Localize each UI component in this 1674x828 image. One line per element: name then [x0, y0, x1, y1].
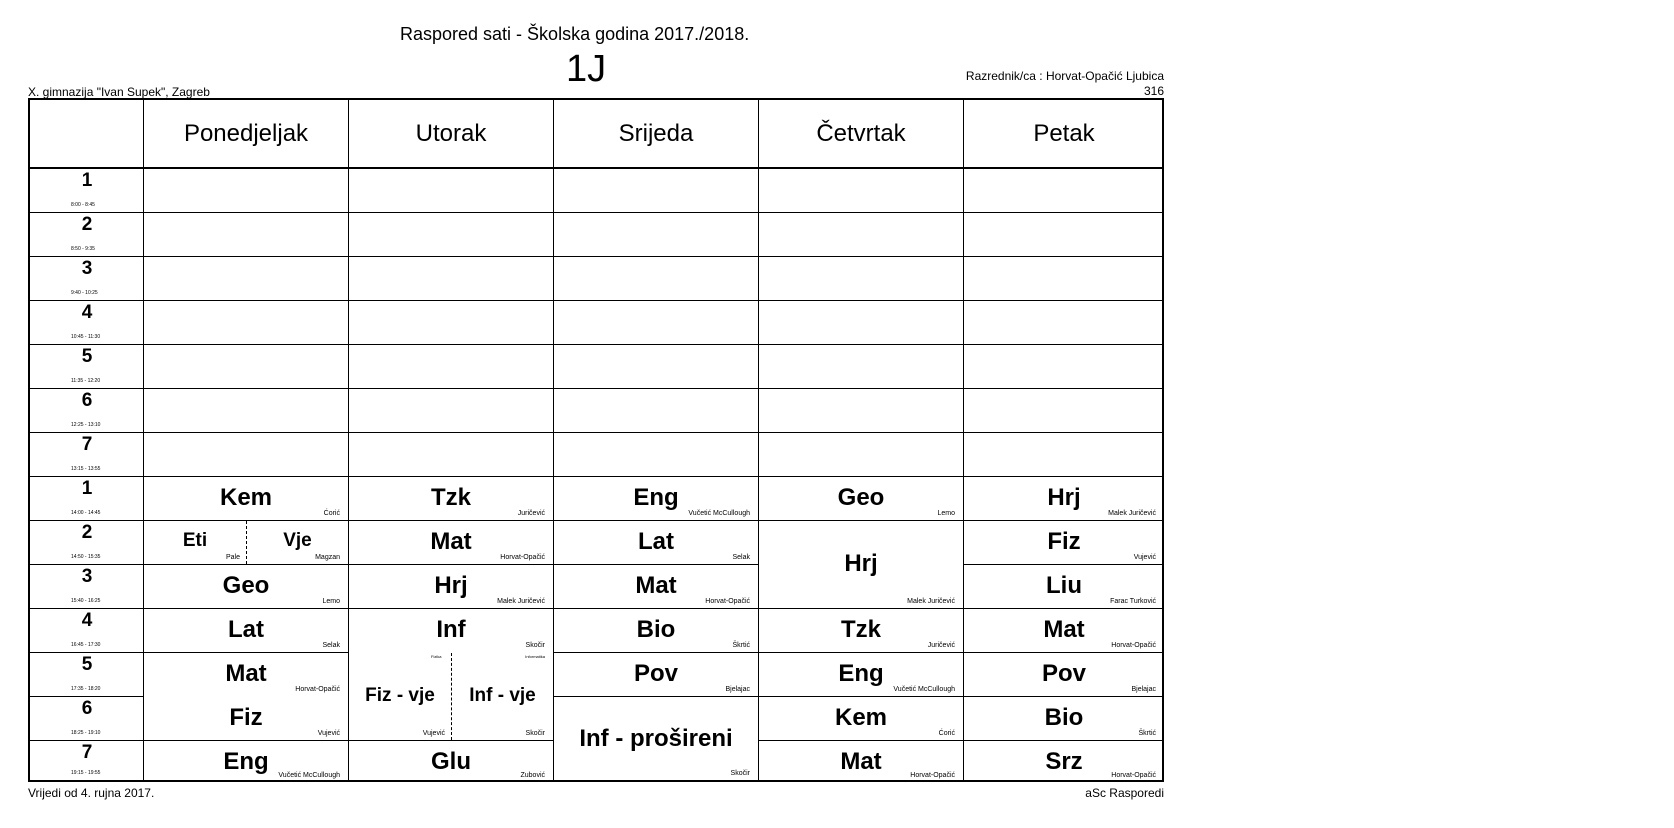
lesson-teacher: Škrtić: [732, 642, 750, 649]
grid-line: [30, 212, 1162, 213]
period-number: 6: [81, 698, 93, 719]
period-number: 7: [81, 742, 93, 763]
lesson-subject: Hrj: [434, 572, 468, 599]
lesson-cell[interactable]: [349, 608, 553, 652]
lesson-subject: Inf: [436, 616, 466, 643]
lesson-teacher: Horvat-Opačić: [705, 598, 750, 605]
period-number: 3: [81, 258, 93, 279]
period-cell: [30, 608, 144, 652]
lesson-teacher: Vučetić McCullough: [688, 510, 750, 517]
lesson-teacher: Juričević: [517, 510, 545, 517]
lesson-cell[interactable]: [144, 696, 348, 740]
lesson-cell[interactable]: [759, 696, 963, 740]
lesson-teacher: Horvat-Opačić: [1111, 772, 1156, 779]
lesson-subject: Fiz: [1047, 528, 1081, 555]
period-time: 15:40 - 16:25: [71, 598, 101, 604]
lesson-subject: Kem: [834, 704, 888, 731]
grid-line: [30, 432, 1162, 433]
lesson-cell[interactable]: [554, 608, 758, 652]
lesson-cell[interactable]: [349, 520, 553, 564]
lesson-subject: Eti: [182, 530, 208, 551]
period-time: 14:50 - 15:35: [71, 554, 101, 560]
lesson-cell[interactable]: [964, 564, 1164, 608]
period-cell: [30, 212, 144, 256]
lesson-cell[interactable]: [554, 696, 758, 780]
period-cell: [30, 520, 144, 564]
lesson-subject: Bio: [1044, 704, 1084, 731]
lesson-subject: Lat: [638, 528, 674, 555]
school-name: X. gimnazija "Ivan Supek", Zagreb: [28, 85, 210, 99]
period-cell: [30, 740, 144, 780]
period-number: 4: [81, 302, 93, 323]
lesson-teacher: Skočir: [730, 770, 750, 777]
lesson-cell[interactable]: [554, 564, 758, 608]
lesson-subject: Glu: [431, 748, 471, 775]
lesson-teacher: Horvat-Opačić: [500, 554, 545, 561]
day-header-thursday: Četvrtak: [816, 120, 906, 147]
lesson-cell[interactable]: [554, 520, 758, 564]
period-time: 17:35 - 18:20: [71, 686, 101, 692]
period-cell: [30, 388, 144, 432]
lesson-teacher: Vujević: [317, 730, 340, 737]
lesson-group: Fizika: [431, 654, 442, 659]
lesson-subject: Eng: [838, 660, 884, 687]
lesson-subject: Eng: [633, 484, 679, 511]
grid-line: [30, 344, 1162, 345]
lesson-cell[interactable]: [759, 608, 963, 652]
lesson-teacher: Lemo: [937, 510, 955, 517]
timetable-grid: [28, 98, 1164, 782]
lesson-subject: Fiz: [229, 704, 263, 731]
period-time: 14:00 - 14:45: [71, 510, 101, 516]
lesson-subject: Liu: [1046, 572, 1082, 599]
lesson-teacher: Selak: [732, 554, 750, 561]
lesson-teacher: Horvat-Opačić: [1111, 642, 1156, 649]
software-credit: aSc Rasporedi: [1085, 786, 1164, 800]
day-header-monday: Ponedjeljak: [183, 120, 309, 147]
lesson-teacher: Selak: [322, 642, 340, 649]
lesson-cell[interactable]: [964, 696, 1164, 740]
lesson-teacher: Ćorić: [938, 730, 955, 737]
lesson-teacher: Skočir: [525, 642, 545, 649]
lesson-teacher: Bjelajac: [725, 686, 750, 693]
lesson-cell[interactable]: [349, 564, 553, 608]
lesson-cell[interactable]: [349, 476, 553, 520]
valid-from: Vrijedi od 4. rujna 2017.: [28, 786, 155, 800]
lesson-teacher: Bjelajac: [1131, 686, 1156, 693]
period-cell: [30, 696, 144, 740]
period-cell: [30, 476, 144, 520]
lesson-cell[interactable]: [964, 652, 1164, 696]
lesson-teacher: Lemo: [322, 598, 340, 605]
lesson-teacher: Vučetić McCullough: [893, 686, 955, 693]
period-number: 4: [81, 610, 93, 631]
lesson-subject: Tzk: [430, 484, 471, 511]
lesson-teacher: Magzan: [315, 554, 340, 561]
lesson-teacher: Pale: [225, 554, 240, 561]
period-time: 13:15 - 13:55: [71, 466, 101, 472]
lesson-teacher: Malek Juričević: [907, 598, 955, 605]
lesson-subject: Tzk: [840, 616, 881, 643]
lesson-cell[interactable]: [144, 608, 348, 652]
lesson-cell[interactable]: [964, 476, 1164, 520]
lesson-subject: Mat: [1043, 616, 1085, 643]
lesson-cell-split[interactable]: [349, 652, 451, 740]
lesson-cell[interactable]: [964, 740, 1164, 780]
period-time: 12:25 - 13:10: [71, 422, 101, 428]
period-time: 8:00 - 8:45: [71, 202, 95, 208]
lesson-cell-split[interactable]: [247, 520, 348, 564]
period-number: 5: [81, 654, 93, 675]
period-time: 9:40 - 10:25: [71, 290, 98, 296]
lesson-subject: Bio: [636, 616, 676, 643]
period-time: 16:45 - 17:30: [71, 642, 101, 648]
lesson-subject: Pov: [633, 660, 678, 687]
lesson-teacher: Malek Juričević: [1108, 510, 1156, 517]
lesson-teacher: Škrtić: [1138, 730, 1156, 737]
lesson-cell[interactable]: [144, 740, 348, 780]
lesson-teacher: Vujević: [1133, 554, 1156, 561]
lesson-subject: Mat: [635, 572, 677, 599]
period-cell: [30, 344, 144, 388]
lesson-cell[interactable]: [964, 608, 1164, 652]
lesson-teacher: Juričević: [927, 642, 955, 649]
lesson-cell[interactable]: [144, 564, 348, 608]
lesson-subject: Inf - vje: [469, 685, 536, 706]
lesson-group: Informatika: [525, 654, 545, 659]
lesson-teacher: Zubović: [520, 772, 545, 779]
period-time: 19:15 - 19:55: [71, 770, 101, 776]
lesson-subject: Lat: [228, 616, 264, 643]
lesson-teacher: Vujević: [422, 730, 445, 737]
lesson-subject: Mat: [225, 660, 267, 687]
lesson-subject: Pov: [1041, 660, 1086, 687]
lesson-subject: Mat: [430, 528, 472, 555]
lesson-subject: Vje: [283, 530, 312, 551]
lesson-teacher: Horvat-Opačić: [910, 772, 955, 779]
lesson-subject: Geo: [837, 484, 885, 511]
period-number: 2: [81, 522, 93, 543]
lesson-teacher: Malek Juričević: [497, 598, 545, 605]
period-number: 1: [81, 478, 93, 499]
period-number: 7: [81, 434, 93, 455]
lesson-subject: Eng: [223, 748, 269, 775]
lesson-cell[interactable]: [759, 476, 963, 520]
period-time: 18:25 - 19:10: [71, 730, 101, 736]
lesson-subject: Inf - prošireni: [579, 725, 733, 752]
lesson-teacher: Vučetić McCullough: [278, 772, 340, 779]
period-number: 1: [81, 170, 93, 191]
lesson-subject: Fiz - vje: [365, 685, 435, 706]
period-cell: [30, 256, 144, 300]
lesson-cell[interactable]: [759, 652, 963, 696]
room-number: 316: [1143, 84, 1164, 98]
day-header-tuesday: Utorak: [415, 120, 487, 147]
period-cell: [30, 300, 144, 344]
period-time: 10:45 - 11:30: [71, 334, 101, 340]
lesson-cell-split[interactable]: [144, 520, 246, 564]
period-time: 8:50 - 9:35: [71, 246, 95, 252]
lesson-subject: Srz: [1045, 748, 1083, 775]
grid-line: [30, 256, 1162, 257]
lesson-subject: Geo: [222, 572, 270, 599]
period-number: 3: [81, 566, 93, 587]
lesson-teacher: Horvat-Opačić: [295, 686, 340, 693]
lesson-subject: Kem: [219, 484, 273, 511]
lesson-teacher: Skočir: [525, 730, 545, 737]
grid-line: [30, 300, 1162, 301]
grid-line: [30, 388, 1162, 389]
lesson-subject: Hrj: [1047, 484, 1081, 511]
lesson-subject: Mat: [840, 748, 882, 775]
period-cell: [30, 564, 144, 608]
period-number: 5: [81, 346, 93, 367]
lesson-cell-split[interactable]: [452, 652, 553, 740]
lesson-subject: Hrj: [844, 550, 878, 577]
day-header-wednesday: Srijeda: [618, 120, 694, 147]
lesson-cell[interactable]: [144, 476, 348, 520]
lesson-cell[interactable]: [349, 740, 553, 780]
lesson-cell[interactable]: [759, 740, 963, 780]
period-number: 6: [81, 390, 93, 411]
period-cell: [30, 652, 144, 696]
lesson-cell[interactable]: [759, 520, 963, 608]
day-header-friday: Petak: [1033, 120, 1095, 147]
period-time: 11:35 - 12:20: [71, 378, 101, 384]
timetable-title: Raspored sati - Školska godina 2017./2018.: [400, 24, 750, 44]
lesson-teacher: Farac Turković: [1110, 598, 1156, 605]
lesson-cell[interactable]: [964, 520, 1164, 564]
period-cell: [30, 168, 144, 212]
period-number: 2: [81, 214, 93, 235]
lesson-cell[interactable]: [144, 652, 348, 696]
lesson-cell[interactable]: [554, 652, 758, 696]
lesson-cell[interactable]: [554, 476, 758, 520]
class-teacher: Razrednik/ca : Horvat-Opačić Ljubica: [965, 69, 1164, 83]
period-cell: [30, 432, 144, 476]
lesson-teacher: Ćorić: [323, 510, 340, 517]
class-name: 1J: [566, 48, 607, 90]
